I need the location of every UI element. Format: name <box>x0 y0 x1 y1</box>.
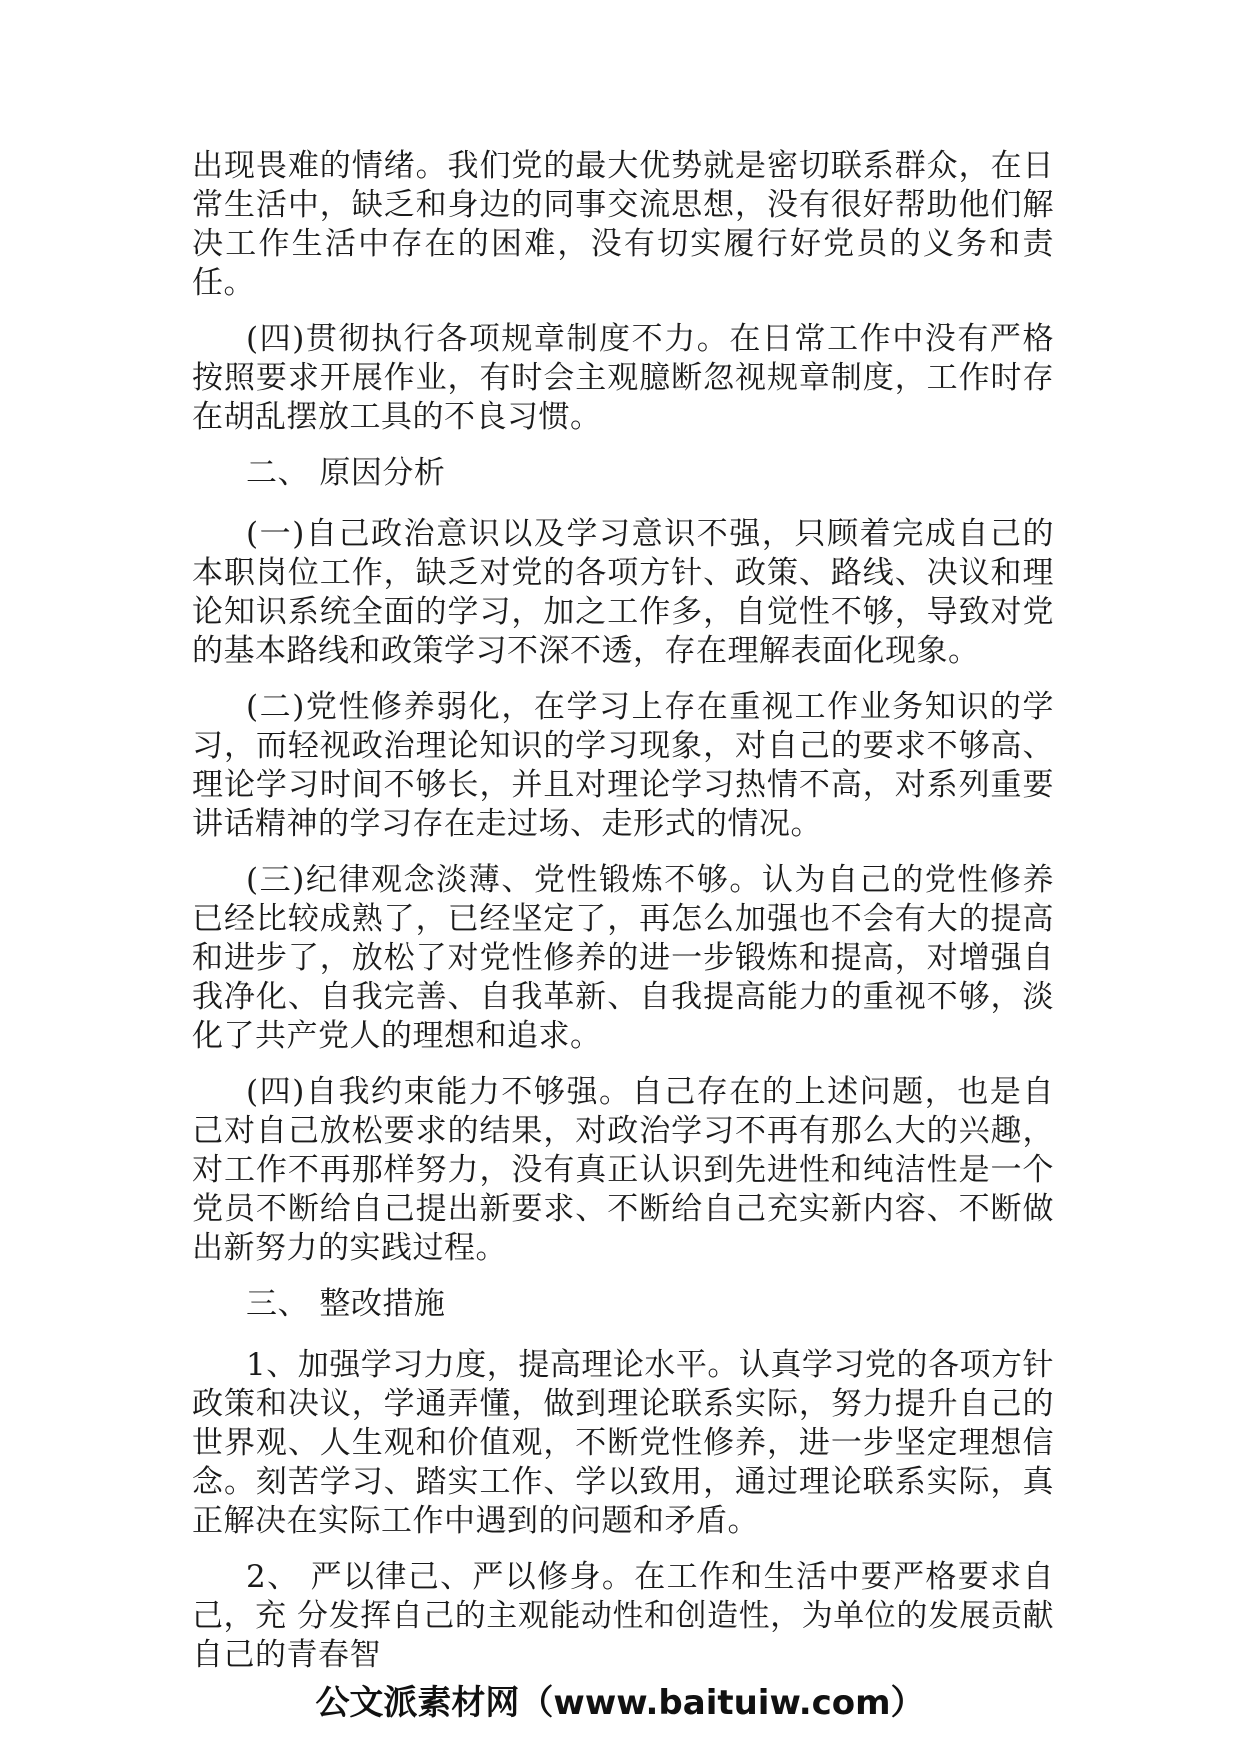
paragraph-cause-3: (三)纪律观念淡薄、党性锻炼不够。认为自己的党性修养已经比较成熟了，已经坚定了，再怎么加强也不会有大的提高和进步了，放松了对党性修养的进一步锻炼和提高，对增强自我净化、自我完善、自我革新、自我提高能力的重视不够，淡化了共产党人的理想和追求。 <box>192 862 1054 1054</box>
section-heading-cause-analysis: 二、 原因分析 <box>246 455 446 491</box>
paragraph-measure-2: 2、 严以律己、严以修身。在工作和生活中要严格要求自己，充 分发挥自己的主观能动性和创造性，为单位的发展贡献自己的青春智 <box>192 1559 1054 1673</box>
paragraph-cause-1: (一)自己政治意识以及学习意识不强，只顾着完成自己的本职岗位工作，缺乏对党的各项方针、政策、路线、决议和理论知识系统全面的学习，加之工作多，自觉性不够，导致对党的基本路线和政策学习不深不透，存在理解表面化现象。 <box>192 516 1054 669</box>
section-heading-rectification: 三、 整改措施 <box>246 1286 446 1322</box>
paragraph-continuation: 出现畏难的情绪。我们党的最大优势就是密切联系群众，在日常生活中，缺乏和身边的同事交流思想，没有很好帮助他们解决工作生活中存在的困难，没有切实履行好党员的义务和责任。 <box>192 148 1054 301</box>
paragraph-cause-4: (四)自我约束能力不够强。自己存在的上述问题，也是自己对自己放松要求的结果，对政治学习不再有那么大的兴趣，对工作不再那样努力，没有真正认识到先进性和纯洁性是一个党员不断给自己提出新要求、不断给自己充实新内容、不断做出新努力的实践过程。 <box>192 1074 1054 1266</box>
document-body <box>192 147 1054 1692</box>
footer-watermark: 公文派素材网（www.baituiw.com） <box>315 1683 925 1723</box>
paragraph-regulations: (四)贯彻执行各项规章制度不力。在日常工作中没有严格按照要求开展作业，有时会主观臆断忽视规章制度，工作时存在胡乱摆放工具的不良习惯。 <box>192 321 1054 435</box>
paragraph-cause-2: (二)党性修养弱化，在学习上存在重视工作业务知识的学习，而轻视政治理论知识的学习现象，对自己的要求不够高、理论学习时间不够长，并且对理论学习热情不高，对系列重要讲话精神的学习存在走过场、走形式的情况。 <box>192 689 1054 842</box>
paragraph-measure-1: 1、加强学习力度，提高理论水平。认真学习党的各项方针政策和决议，学通弄懂，做到理论联系实际，努力提升自己的世界观、人生观和价值观，不断党性修养，进一步坚定理想信念。刻苦学习、踏实工作、学以致用，通过理论联系实际，真正解决在实际工作中遇到的问题和矛盾。 <box>192 1347 1054 1539</box>
